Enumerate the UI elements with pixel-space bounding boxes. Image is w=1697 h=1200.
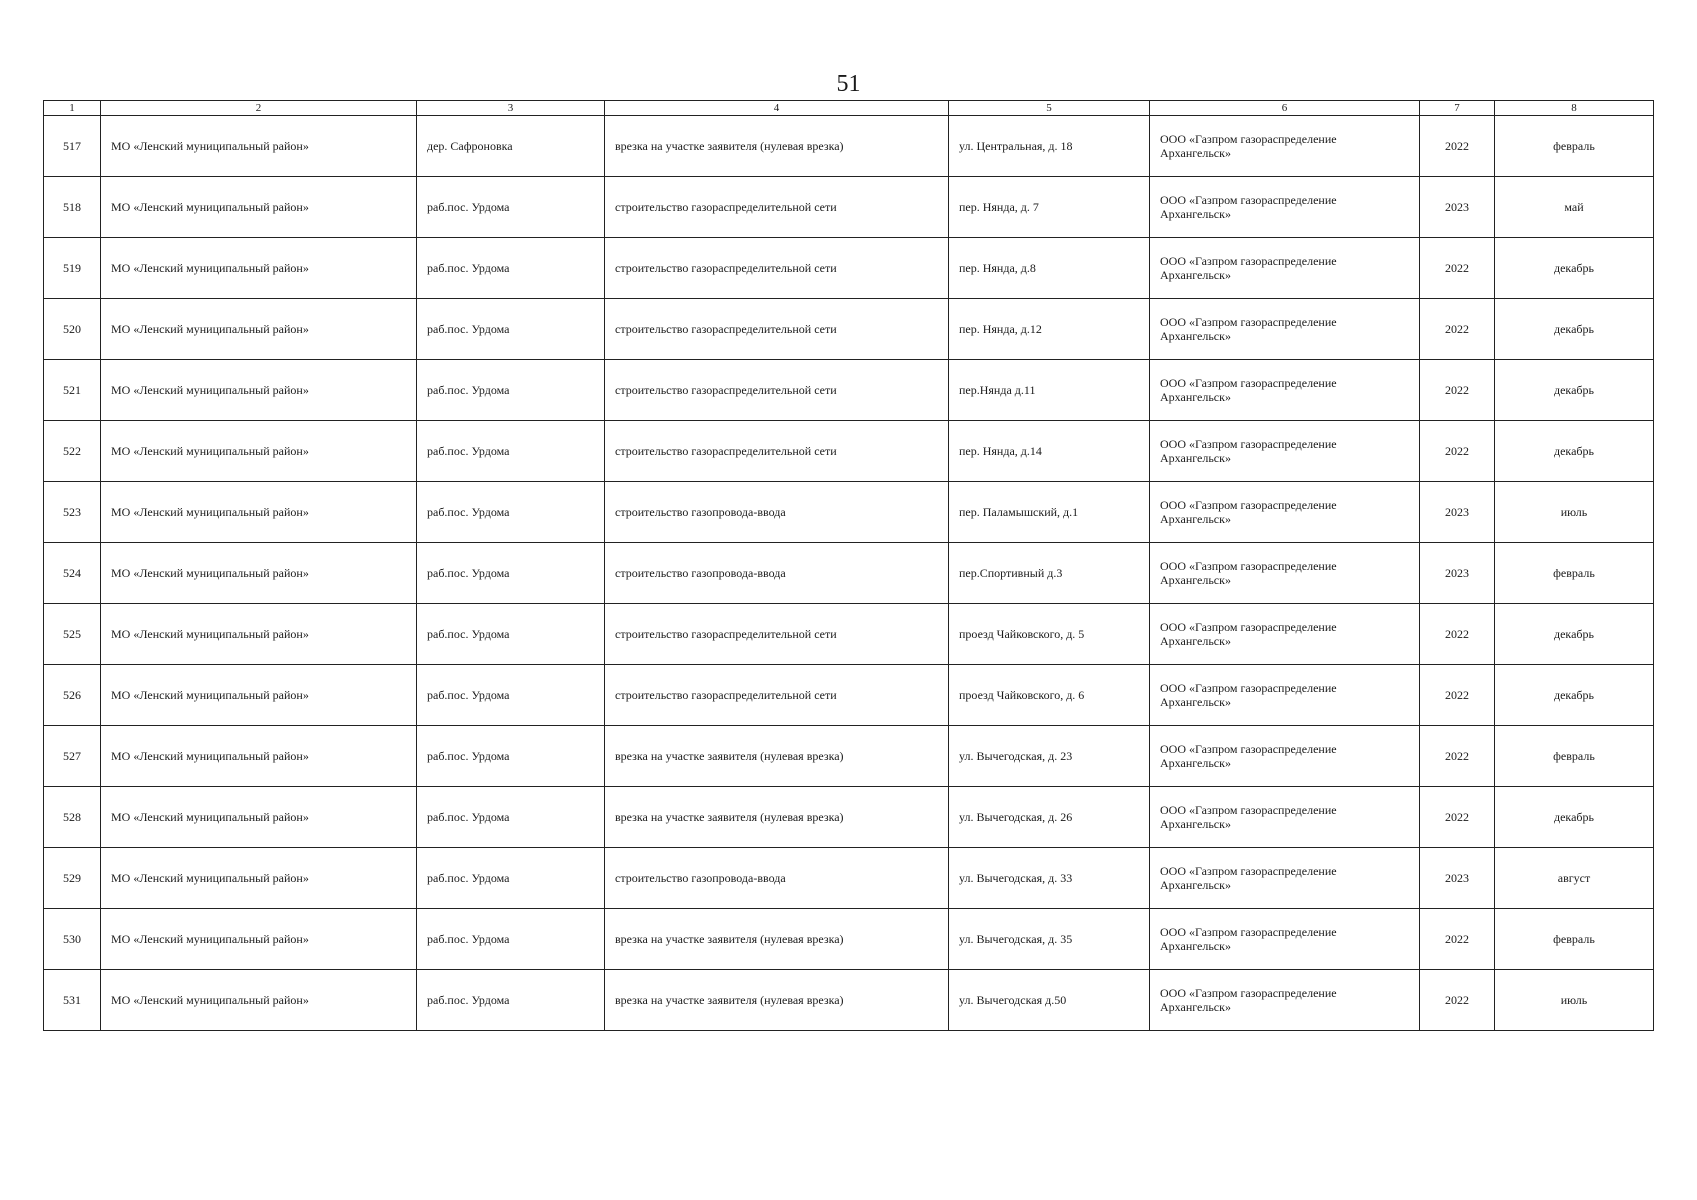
row-number-cell	[44, 299, 101, 360]
address-text: пер. Нянда, д.14	[959, 444, 1042, 458]
column-header: 6	[1150, 101, 1420, 116]
address-text: пер.Нянда д.11	[959, 383, 1036, 397]
address-text: ул. Вычегодская, д. 26	[959, 810, 1073, 824]
row-number-text: 518	[63, 200, 81, 214]
month-text: декабрь	[1554, 627, 1594, 641]
settlement-text: раб.пос. Урдома	[427, 383, 510, 397]
work-type-cell	[605, 848, 949, 909]
month-text: декабрь	[1554, 444, 1594, 458]
address-cell	[949, 604, 1150, 665]
work-type-cell	[605, 360, 949, 421]
municipality-text: МО «Ленский муниципальный район»	[111, 444, 309, 458]
organization-text: Архангельск»	[1160, 634, 1231, 648]
organization-text: Архангельск»	[1160, 695, 1231, 709]
column-number-row	[44, 101, 1654, 116]
year-cell	[1420, 604, 1495, 665]
organization-text: Архангельск»	[1160, 817, 1231, 831]
municipality-cell	[101, 238, 417, 299]
row-number-text: 523	[63, 505, 81, 519]
municipality-text: МО «Ленский муниципальный район»	[111, 749, 309, 763]
municipality-cell	[101, 543, 417, 604]
organization-text: ООО «Газпром газораспределение	[1160, 742, 1337, 756]
settlement-cell	[417, 604, 605, 665]
municipality-text: МО «Ленский муниципальный район»	[111, 871, 309, 885]
settlement-text: дер. Сафроновка	[427, 139, 513, 153]
table-row	[44, 726, 1654, 787]
row-number-cell	[44, 360, 101, 421]
work-type-text: строительство газопровода-ввода	[615, 505, 786, 519]
row-number-text: 529	[63, 871, 81, 885]
year-text: 2022	[1445, 810, 1469, 824]
row-number-cell	[44, 177, 101, 238]
table-row	[44, 543, 1654, 604]
table-row	[44, 482, 1654, 543]
municipality-cell	[101, 116, 417, 177]
municipality-text: МО «Ленский муниципальный район»	[111, 932, 309, 946]
organization-text: ООО «Газпром газораспределение	[1160, 193, 1337, 207]
settlement-cell	[417, 482, 605, 543]
municipality-cell	[101, 848, 417, 909]
settlement-cell	[417, 848, 605, 909]
row-number-text: 526	[63, 688, 81, 702]
settlement-cell	[417, 787, 605, 848]
year-cell	[1420, 421, 1495, 482]
address-cell	[949, 543, 1150, 604]
table-row	[44, 970, 1654, 1031]
month-cell	[1495, 238, 1654, 299]
month-text: июль	[1560, 993, 1588, 1007]
address-text: пер.Спортивный д.3	[959, 566, 1063, 580]
settlement-text: раб.пос. Урдома	[427, 627, 510, 641]
year-text: 2022	[1445, 444, 1469, 458]
column-header: 7	[1420, 101, 1495, 116]
organization-cell	[1150, 421, 1420, 482]
municipality-text: МО «Ленский муниципальный район»	[111, 566, 309, 580]
month-text: декабрь	[1554, 810, 1594, 824]
address-text: проезд Чайковского, д. 5	[959, 627, 1085, 641]
municipality-cell	[101, 970, 417, 1031]
organization-text: ООО «Газпром газораспределение	[1160, 559, 1337, 573]
column-header: 3	[417, 101, 605, 116]
municipality-text: МО «Ленский муниципальный район»	[111, 627, 309, 641]
row-number-cell	[44, 787, 101, 848]
organization-cell	[1150, 604, 1420, 665]
work-type-cell	[605, 238, 949, 299]
year-cell	[1420, 177, 1495, 238]
municipality-text: МО «Ленский муниципальный район»	[111, 505, 309, 519]
month-text: май	[1564, 200, 1584, 214]
month-text: июль	[1560, 505, 1588, 519]
row-number-text: 519	[63, 261, 81, 275]
settlement-text: раб.пос. Урдома	[427, 810, 510, 824]
settlement-cell	[417, 665, 605, 726]
row-number-text: 525	[63, 627, 81, 641]
year-cell	[1420, 482, 1495, 543]
address-text: ул. Вычегодская, д. 33	[959, 871, 1073, 885]
municipality-text: МО «Ленский муниципальный район»	[111, 322, 309, 336]
organization-text: Архангельск»	[1160, 756, 1231, 770]
register-table	[43, 100, 1654, 1031]
year-cell	[1420, 970, 1495, 1031]
row-number-cell	[44, 970, 101, 1031]
organization-text: ООО «Газпром газораспределение	[1160, 864, 1337, 878]
organization-text: ООО «Газпром газораспределение	[1160, 254, 1337, 268]
municipality-text: МО «Ленский муниципальный район»	[111, 993, 309, 1007]
organization-text: Архангельск»	[1160, 390, 1231, 404]
year-cell	[1420, 726, 1495, 787]
organization-text: ООО «Газпром газораспределение	[1160, 803, 1337, 817]
address-cell	[949, 970, 1150, 1031]
year-cell	[1420, 543, 1495, 604]
row-number-cell	[44, 482, 101, 543]
work-type-cell	[605, 421, 949, 482]
settlement-cell	[417, 970, 605, 1031]
address-cell	[949, 238, 1150, 299]
work-type-cell	[605, 177, 949, 238]
settlement-text: раб.пос. Урдома	[427, 993, 510, 1007]
organization-text: Архангельск»	[1160, 146, 1231, 160]
row-number-cell	[44, 421, 101, 482]
table-row	[44, 909, 1654, 970]
organization-cell	[1150, 909, 1420, 970]
work-type-cell	[605, 482, 949, 543]
year-cell	[1420, 116, 1495, 177]
row-number-text: 517	[63, 139, 81, 153]
year-text: 2022	[1445, 627, 1469, 641]
settlement-cell	[417, 421, 605, 482]
settlement-text: раб.пос. Урдома	[427, 871, 510, 885]
month-cell	[1495, 848, 1654, 909]
year-text: 2022	[1445, 688, 1469, 702]
organization-text: ООО «Газпром газораспределение	[1160, 315, 1337, 329]
column-header: 5	[949, 101, 1150, 116]
month-cell	[1495, 116, 1654, 177]
year-text: 2023	[1445, 200, 1469, 214]
table-row	[44, 421, 1654, 482]
address-text: ул. Вычегодская, д. 35	[959, 932, 1073, 946]
year-cell	[1420, 787, 1495, 848]
year-cell	[1420, 360, 1495, 421]
municipality-text: МО «Ленский муниципальный район»	[111, 139, 309, 153]
settlement-cell	[417, 726, 605, 787]
work-type-text: строительство газораспределительной сети	[615, 322, 837, 336]
month-cell	[1495, 909, 1654, 970]
address-cell	[949, 177, 1150, 238]
settlement-text: раб.пос. Урдома	[427, 444, 510, 458]
municipality-text: МО «Ленский муниципальный район»	[111, 688, 309, 702]
work-type-cell	[605, 299, 949, 360]
organization-text: Архангельск»	[1160, 207, 1231, 221]
address-cell	[949, 726, 1150, 787]
work-type-text: врезка на участке заявителя (нулевая врезка)	[615, 932, 844, 946]
organization-text: Архангельск»	[1160, 878, 1231, 892]
address-text: пер. Нянда, д.12	[959, 322, 1042, 336]
organization-cell	[1150, 970, 1420, 1031]
work-type-cell	[605, 543, 949, 604]
address-text: ул. Вычегодская, д. 23	[959, 749, 1073, 763]
work-type-text: врезка на участке заявителя (нулевая врезка)	[615, 139, 844, 153]
organization-text: ООО «Газпром газораспределение	[1160, 620, 1337, 634]
organization-cell	[1150, 787, 1420, 848]
row-number-text: 520	[63, 322, 81, 336]
month-cell	[1495, 421, 1654, 482]
organization-text: ООО «Газпром газораспределение	[1160, 437, 1337, 451]
work-type-cell	[605, 726, 949, 787]
address-text: ул. Вычегодская д.50	[959, 993, 1067, 1007]
work-type-text: врезка на участке заявителя (нулевая врезка)	[615, 749, 844, 763]
work-type-cell	[605, 665, 949, 726]
month-cell	[1495, 482, 1654, 543]
work-type-text: строительство газораспределительной сети	[615, 261, 837, 275]
organization-text: Архангельск»	[1160, 329, 1231, 343]
municipality-cell	[101, 177, 417, 238]
municipality-cell	[101, 299, 417, 360]
municipality-cell	[101, 421, 417, 482]
settlement-text: раб.пос. Урдома	[427, 322, 510, 336]
table-row	[44, 238, 1654, 299]
table-row	[44, 360, 1654, 421]
row-number-cell	[44, 665, 101, 726]
work-type-text: строительство газораспределительной сети	[615, 200, 837, 214]
settlement-cell	[417, 116, 605, 177]
municipality-cell	[101, 360, 417, 421]
work-type-cell	[605, 116, 949, 177]
month-cell	[1495, 177, 1654, 238]
organization-text: ООО «Газпром газораспределение	[1160, 376, 1337, 390]
municipality-cell	[101, 604, 417, 665]
organization-cell	[1150, 665, 1420, 726]
municipality-cell	[101, 726, 417, 787]
settlement-text: раб.пос. Урдома	[427, 505, 510, 519]
row-number-cell	[44, 909, 101, 970]
address-text: проезд Чайковского, д. 6	[959, 688, 1085, 702]
organization-cell	[1150, 177, 1420, 238]
month-cell	[1495, 360, 1654, 421]
organization-text: ООО «Газпром газораспределение	[1160, 986, 1337, 1000]
organization-text: Архангельск»	[1160, 268, 1231, 282]
year-text: 2022	[1445, 261, 1469, 275]
month-text: декабрь	[1554, 383, 1594, 397]
organization-text: Архангельск»	[1160, 1000, 1231, 1014]
address-text: пер. Нянда, д.8	[959, 261, 1036, 275]
row-number-text: 527	[63, 749, 81, 763]
column-header: 1	[44, 101, 101, 116]
organization-text: ООО «Газпром газораспределение	[1160, 681, 1337, 695]
address-text: пер. Паламышский, д.1	[959, 505, 1079, 519]
organization-text: ООО «Газпром газораспределение	[1160, 498, 1337, 512]
month-cell	[1495, 543, 1654, 604]
page-number: 51	[836, 71, 861, 97]
table-row	[44, 604, 1654, 665]
address-cell	[949, 299, 1150, 360]
municipality-cell	[101, 909, 417, 970]
month-text: август	[1557, 871, 1591, 885]
settlement-cell	[417, 543, 605, 604]
year-cell	[1420, 238, 1495, 299]
year-cell	[1420, 665, 1495, 726]
year-text: 2023	[1445, 871, 1469, 885]
work-type-text: строительство газопровода-ввода	[615, 566, 786, 580]
organization-cell	[1150, 543, 1420, 604]
work-type-cell	[605, 970, 949, 1031]
month-cell	[1495, 604, 1654, 665]
work-type-text: врезка на участке заявителя (нулевая врезка)	[615, 993, 844, 1007]
year-text: 2022	[1445, 932, 1469, 946]
organization-text: ООО «Газпром газораспределение	[1160, 132, 1337, 146]
settlement-text: раб.пос. Урдома	[427, 749, 510, 763]
table-row	[44, 116, 1654, 177]
row-number-cell	[44, 726, 101, 787]
work-type-text: строительство газораспределительной сети	[615, 383, 837, 397]
settlement-text: раб.пос. Урдома	[427, 261, 510, 275]
address-cell	[949, 848, 1150, 909]
settlement-cell	[417, 177, 605, 238]
row-number-text: 528	[63, 810, 81, 824]
month-text: декабрь	[1554, 261, 1594, 275]
year-text: 2022	[1445, 993, 1469, 1007]
municipality-cell	[101, 665, 417, 726]
municipality-text: МО «Ленский муниципальный район»	[111, 383, 309, 397]
work-type-text: врезка на участке заявителя (нулевая врезка)	[615, 810, 844, 824]
organization-cell	[1150, 116, 1420, 177]
row-number-cell	[44, 604, 101, 665]
address-cell	[949, 482, 1150, 543]
table-row	[44, 665, 1654, 726]
organization-text: Архангельск»	[1160, 939, 1231, 953]
year-cell	[1420, 848, 1495, 909]
organization-text: Архангельск»	[1160, 512, 1231, 526]
municipality-cell	[101, 482, 417, 543]
month-text: февраль	[1553, 749, 1595, 763]
month-cell	[1495, 726, 1654, 787]
organization-cell	[1150, 299, 1420, 360]
column-header: 8	[1495, 101, 1654, 116]
month-cell	[1495, 970, 1654, 1031]
settlement-cell	[417, 299, 605, 360]
year-cell	[1420, 299, 1495, 360]
month-text: февраль	[1553, 566, 1595, 580]
address-text: пер. Нянда, д. 7	[959, 200, 1039, 214]
year-text: 2023	[1445, 566, 1469, 580]
address-cell	[949, 421, 1150, 482]
table-header	[44, 101, 1654, 116]
work-type-cell	[605, 604, 949, 665]
organization-cell	[1150, 482, 1420, 543]
row-number-cell	[44, 848, 101, 909]
month-text: февраль	[1553, 932, 1595, 946]
municipality-text: МО «Ленский муниципальный район»	[111, 261, 309, 275]
organization-text: Архангельск»	[1160, 451, 1231, 465]
row-number-cell	[44, 116, 101, 177]
month-text: февраль	[1553, 139, 1595, 153]
settlement-text: раб.пос. Урдома	[427, 688, 510, 702]
organization-cell	[1150, 238, 1420, 299]
work-type-cell	[605, 909, 949, 970]
year-text: 2022	[1445, 322, 1469, 336]
column-header: 4	[605, 101, 949, 116]
year-cell	[1420, 909, 1495, 970]
year-text: 2022	[1445, 139, 1469, 153]
organization-cell	[1150, 360, 1420, 421]
row-number-cell	[44, 238, 101, 299]
address-cell	[949, 909, 1150, 970]
settlement-text: раб.пос. Урдома	[427, 932, 510, 946]
settlement-cell	[417, 909, 605, 970]
row-number-text: 530	[63, 932, 81, 946]
address-cell	[949, 360, 1150, 421]
year-text: 2023	[1445, 505, 1469, 519]
table-row	[44, 299, 1654, 360]
address-cell	[949, 116, 1150, 177]
organization-cell	[1150, 848, 1420, 909]
settlement-text: раб.пос. Урдома	[427, 566, 510, 580]
row-number-text: 521	[63, 383, 81, 397]
municipality-text: МО «Ленский муниципальный район»	[111, 810, 309, 824]
work-type-text: строительство газораспределительной сети	[615, 627, 837, 641]
organization-cell	[1150, 726, 1420, 787]
table-body	[44, 116, 1654, 1031]
settlement-text: раб.пос. Урдома	[427, 200, 510, 214]
table-row	[44, 177, 1654, 238]
column-header: 2	[101, 101, 417, 116]
address-cell	[949, 787, 1150, 848]
settlement-cell	[417, 238, 605, 299]
organization-text: ООО «Газпром газораспределение	[1160, 925, 1337, 939]
work-type-text: строительство газораспределительной сети	[615, 444, 837, 458]
month-text: декабрь	[1554, 688, 1594, 702]
work-type-text: строительство газораспределительной сети	[615, 688, 837, 702]
row-number-text: 531	[63, 993, 81, 1007]
row-number-text: 524	[63, 566, 81, 580]
municipality-cell	[101, 787, 417, 848]
settlement-cell	[417, 360, 605, 421]
work-type-cell	[605, 787, 949, 848]
month-cell	[1495, 787, 1654, 848]
year-text: 2022	[1445, 383, 1469, 397]
year-text: 2022	[1445, 749, 1469, 763]
address-cell	[949, 665, 1150, 726]
month-cell	[1495, 299, 1654, 360]
month-cell	[1495, 665, 1654, 726]
municipality-text: МО «Ленский муниципальный район»	[111, 200, 309, 214]
address-text: ул. Центральная, д. 18	[959, 139, 1073, 153]
organization-text: Архангельск»	[1160, 573, 1231, 587]
table-row	[44, 848, 1654, 909]
work-type-text: строительство газопровода-ввода	[615, 871, 786, 885]
row-number-text: 522	[63, 444, 81, 458]
row-number-cell	[44, 543, 101, 604]
month-text: декабрь	[1554, 322, 1594, 336]
table-row	[44, 787, 1654, 848]
